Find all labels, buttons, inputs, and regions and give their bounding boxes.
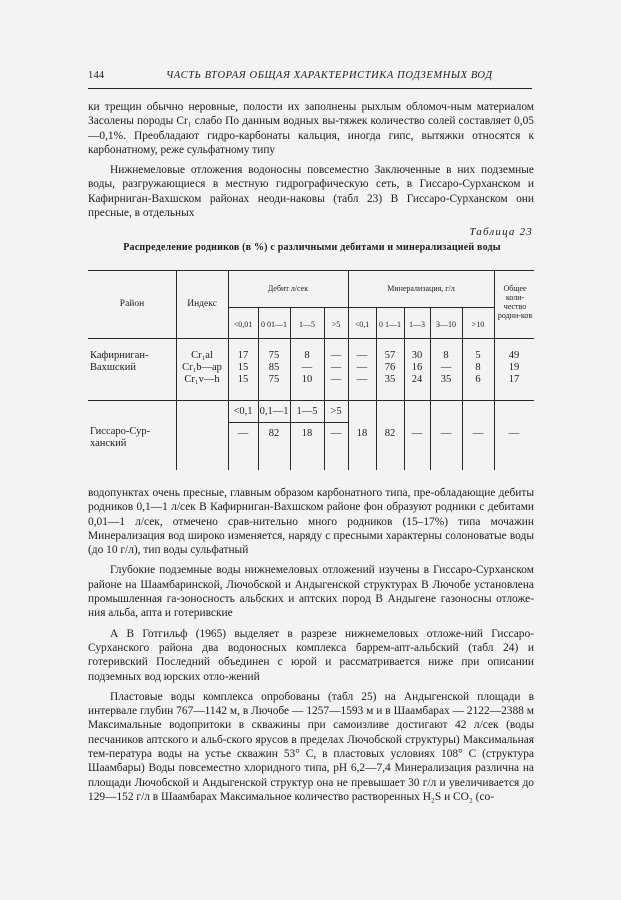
table-cell: — [330,350,342,361]
table-col-rule [258,308,259,470]
table-cell: — [356,362,368,373]
header-debit: Дебит л/сек [267,284,309,293]
table-cell: 17 [508,374,520,385]
index-cell: Cr₁al [191,350,213,361]
text-block-top [88,100,534,220]
region-cell: Гиссаро-Сур-ханский [90,426,151,449]
table-cell: — [508,428,520,439]
springs-table [88,270,534,470]
header-total: Общее коли-чество родни-ков [497,284,533,320]
region-cell: Кафирниган-Вахшский [90,350,149,373]
table-cell: 19 [508,362,520,373]
table-rule-header [88,338,534,339]
table-cell: — [440,428,452,439]
table-rule-subheader [228,422,348,423]
header-mineralization: Минерализация, г/л [387,284,455,293]
table-cell: 76 [384,362,396,373]
table-cell: — [356,374,368,385]
table-col-rule [430,308,431,470]
table-cell: — [330,428,342,439]
header-debit-sub: 1—5 [299,320,315,329]
table-cell: 35 [440,374,452,385]
table-rule-row [88,400,534,401]
table-cell: — [301,362,313,373]
table-cell: 75 [268,374,280,385]
header-mineral-sub: <0,1 [354,320,370,329]
table-cell: 24 [411,374,423,385]
header-mineral-sub: 3—10 [436,320,456,329]
table-cell: 18 [301,428,313,439]
header-region: Район [119,299,145,309]
table-cell: 10 [301,374,313,385]
table-col-rule [376,308,377,470]
table-cell: — [411,428,423,439]
table-cell: 30 [411,350,423,361]
header-rule [88,88,532,89]
table-cell: 16 [411,362,423,373]
header-debit-sub: 0 01—1 [261,320,287,329]
table-cell: 6 [475,374,481,385]
row-subheader: 0,1—1 [259,406,289,417]
table-cell: — [330,374,342,385]
index-cell: Cr₁b—ap [182,362,222,373]
header-debit-sub: >5 [331,320,341,329]
table-cell: — [440,362,452,373]
table-rule-group [228,307,494,308]
text-block-bottom [88,486,534,804]
index-cell: Cr₁v—h [184,374,220,385]
paragraph: А В Готгильф (1965) выделяет в разрезе нижнемеловых отложе-ний Гиссаро-Сурханского района два водоносных комплекса баррем-апт-альбский (табл 24) и готеривский Последний объединен с юрой и рассматривается ниже при описании подземных вод юрских отло-жений [88,627,534,683]
table-cell: 17 [237,350,249,361]
paragraph: Нижнемеловые отложения водоносны повсеместно Заключенные в них подземные воды, разгружающиеся в местную гидрографическую сеть, в Гиссаро-Сурханском и Кафирниган-Вахшском районах неоди-наковы (табл 23) В Гиссаро-Сурханском они пресные, в отдельных [88,164,534,220]
table-cell: — [237,428,249,439]
table-rule-top [88,270,534,271]
header-mineral-sub: >10 [471,320,485,329]
table-cell: 8 [475,362,481,373]
table-cell: 82 [384,428,396,439]
table-cell: — [330,362,342,373]
table-cell: 8 [304,350,310,361]
table-cell: 82 [268,428,280,439]
table-cell: 15 [237,374,249,385]
paragraph: ки трещин обычно неровные, полости их заполнены рыхлым обломоч-ным материалом Засолены породы Cr₁ слабо По данным водных вы-тяжек количество солей составляет 0,05—0,1%. Преобладают гидро-карбонаты кальция, иногда гипс, вытяжки относятся к карбонатному, реже сульфатному типу [88,101,534,156]
header-index: Индекс [187,299,217,309]
table-cell: 5 [475,350,481,361]
row-subheader: 1—5 [296,406,318,417]
header-mineral-sub: 1—3 [409,320,425,329]
table-title: Распределение родников (в %) с различными дебитами и минерализацией воды [123,242,501,253]
table-col-rule [404,308,405,470]
paragraph: водопунктах очень пресные, главным образом карбонатного типа, пре-обладающие дебиты родников 0,1—1 л/сек В Кафирниган-Вахшском районе фон образуют родники с дебитами 0,01—1 л/сек, отмечено срав-нительно много родников (15–17%) типа мочажин Минерализация вод широко изменяется, наряду с пресными характерны солоноватые воды (до 10 г/л), тип воды сульфатный [88,487,534,557]
table-cell: — [356,350,368,361]
header-debit-sub: <0,01 [233,320,253,329]
table-col-rule [462,308,463,470]
paragraph: Пластовые воды комплекса опробованы (табл 25) на Андыгенской площади в интервале глубин 767—1142 м, в Лючобе — 1257—1593 м и в Шаамбарах — 2122—2388 м Максимальные водопритоки в скважины при самоизливе достигают 42 л/сек (воды песчаников аптского и альб-ского ярусов в пределах Лючобской структуры) Максимальная тем-пература воды на устье скважин 53° С, в пластовых условиях 108° С (структура Шаамбары) Воды повсеместно хлоридного типа, pH 6,2—7,4 Минерализация различна на площади Лючобской и Андыгенской структур она не превышает 30 г/л и увеличивается до 129—152 г/л в Шаамбарах Максимальное количество растворенных H₂S и CO₂ (со- [88,690,534,803]
paragraph: Глубокие подземные воды нижнемеловых отложений изучены в Гиссаро-Сурханском районе на Шаамбаринской, Лючобской и Андыгенской структурах В Лючобе установлена промышленная га-зоносность альбских и аптских пород В Андыгене газоносны отложе-ния альба, апта и готеривские [88,564,534,620]
row-subheader: >5 [330,406,342,417]
table-caption: Таблица 23 [469,226,533,238]
table-cell: 57 [384,350,396,361]
table-cell: 15 [237,362,249,373]
table-cell: 18 [356,428,368,439]
table-cell: 35 [384,374,396,385]
table-col-rule [290,308,291,470]
page-number: 144 [88,70,105,81]
running-title: ЧАСТЬ ВТОРАЯ ОБЩАЯ ХАРАКТЕРИСТИКА ПОДЗЕМНЫХ ВОД [166,70,493,81]
table-col-rule [324,308,325,470]
table-cell: 75 [268,350,280,361]
table-cell: 85 [268,362,280,373]
table-cell: 8 [443,350,449,361]
table-cell: 49 [508,350,520,361]
header-mineral-sub: 0 1—1 [379,320,401,329]
row-subheader: <0,1 [233,406,253,417]
table-cell: — [472,428,484,439]
